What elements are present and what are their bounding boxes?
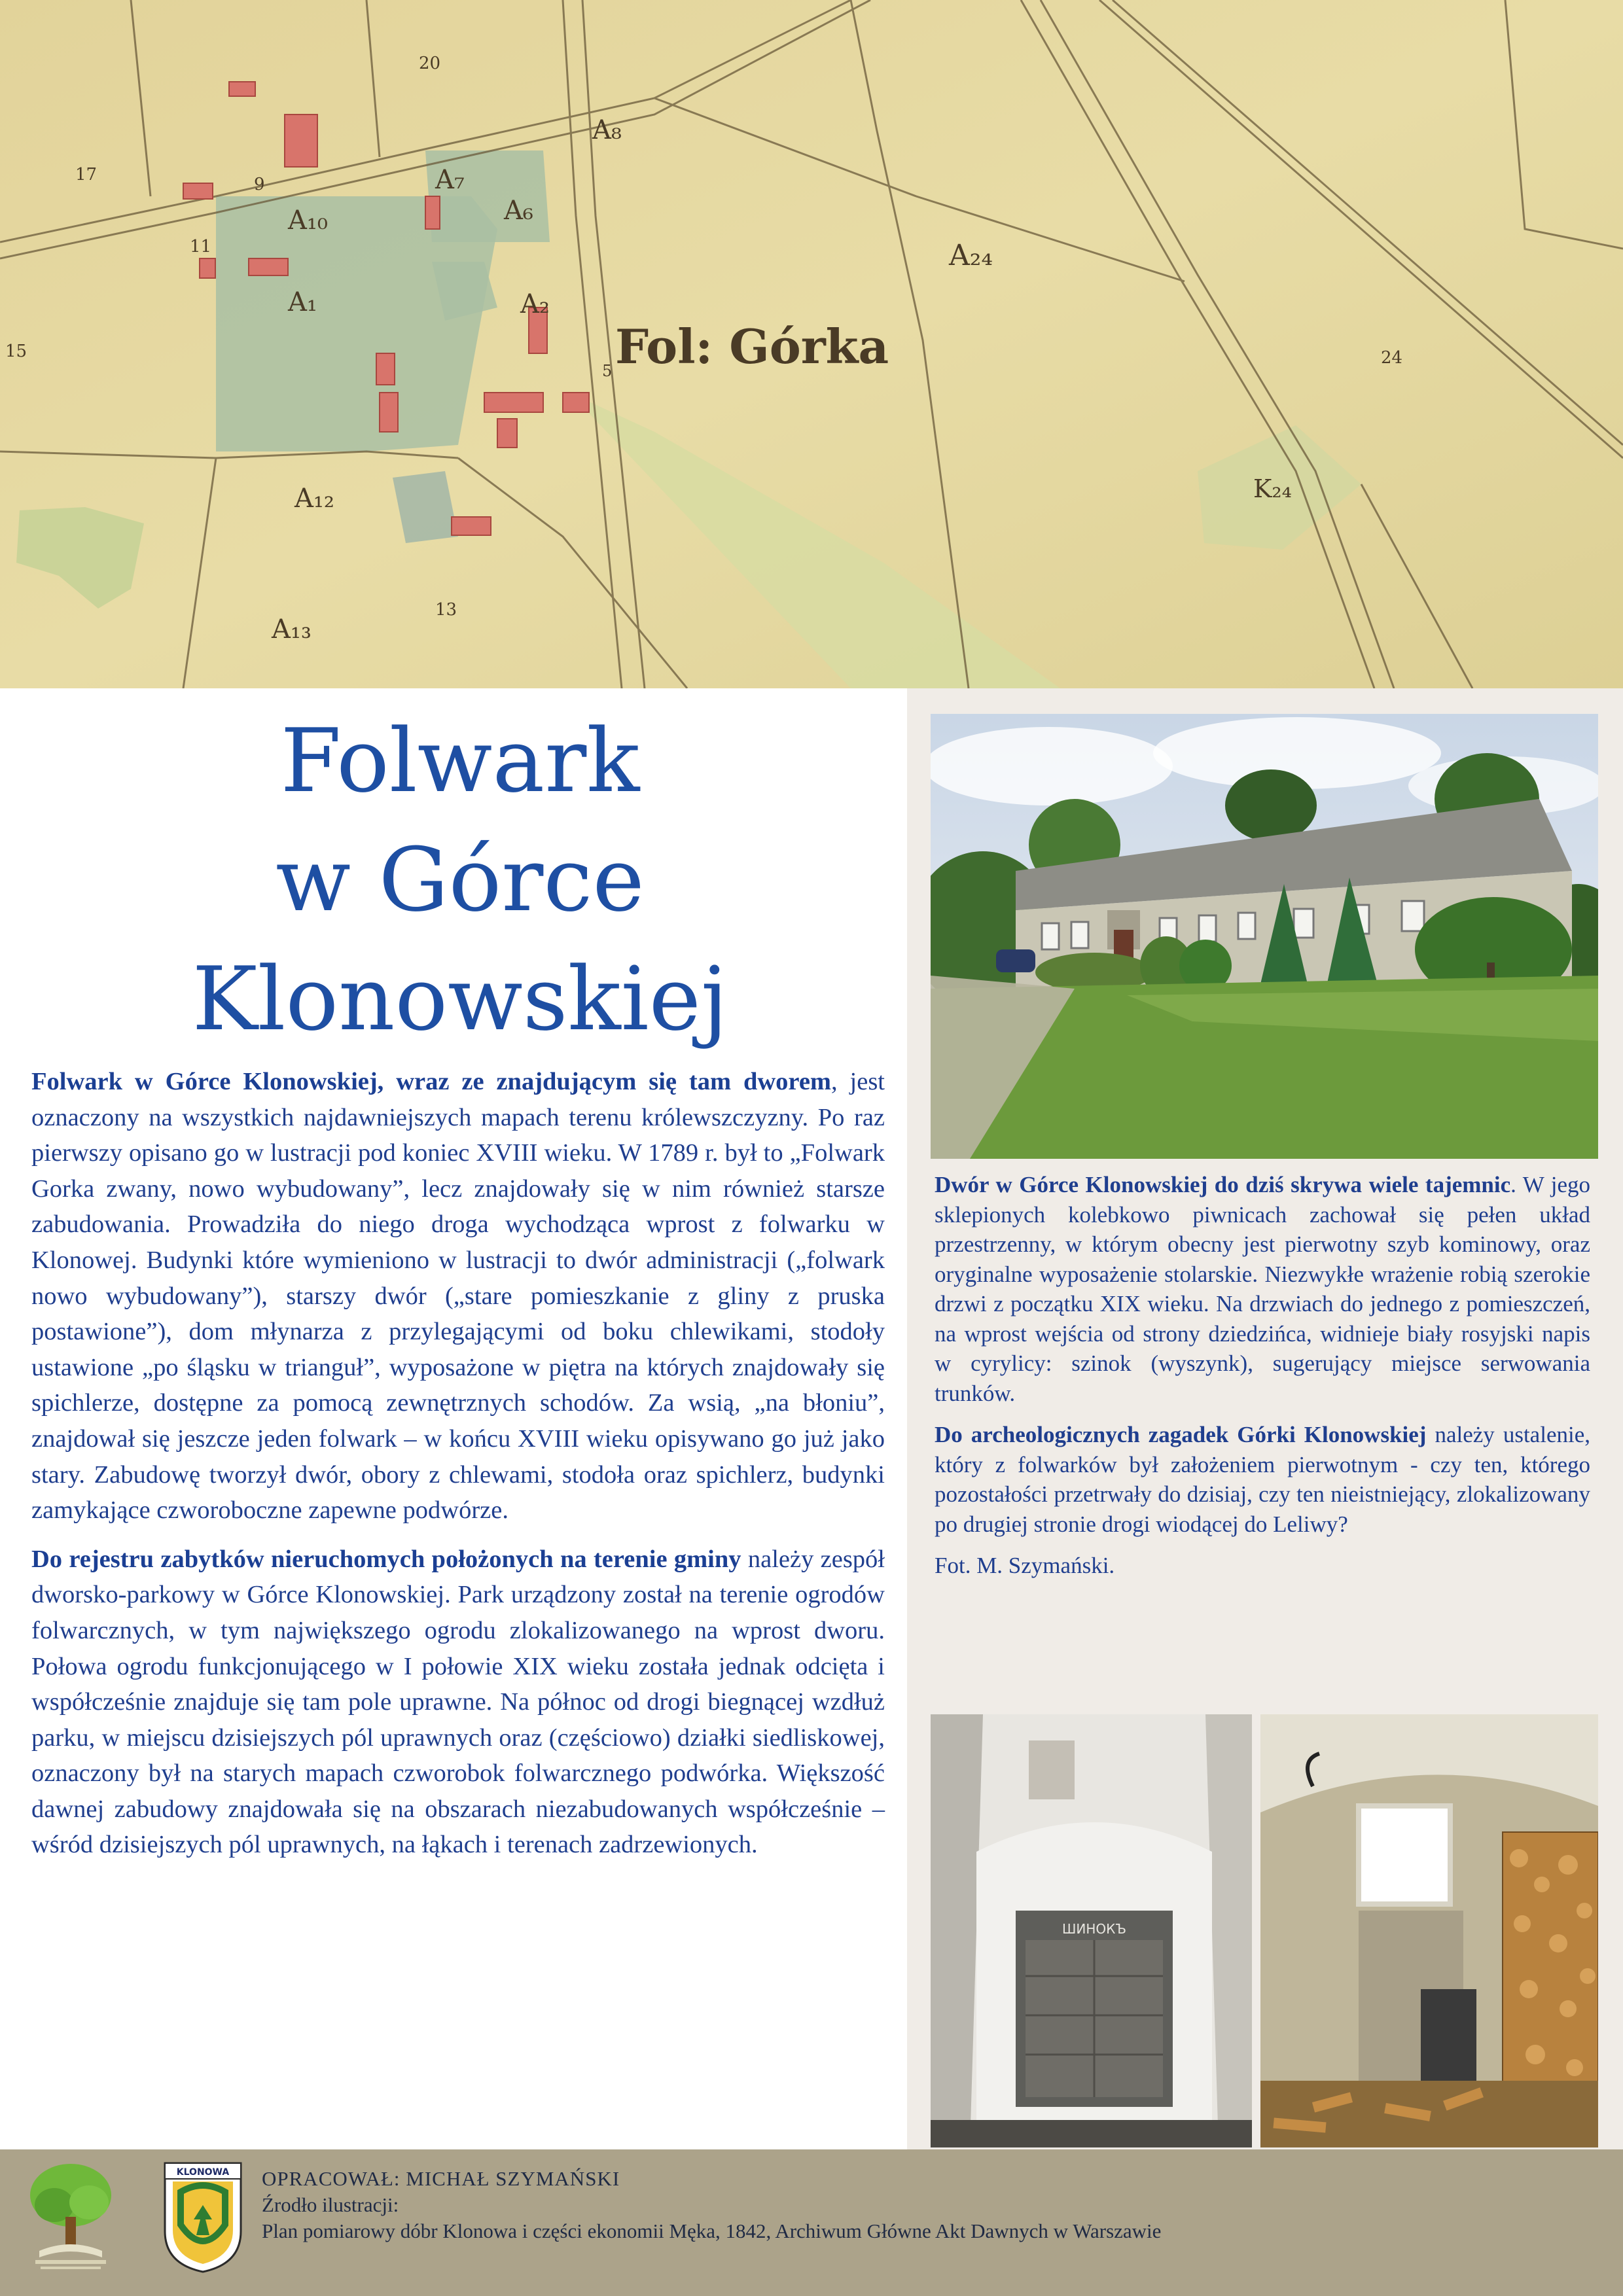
svg-text:A₁₃: A₁₃ [272,614,312,645]
svg-text:24: 24 [1381,348,1403,368]
svg-text:A₂: A₂ [520,289,550,319]
svg-text:9: 9 [254,175,265,194]
footer-source-label: Źrodło ilustracji: [262,2193,399,2216]
history-lead: Folwark w Górce Klonowskiej, wraz ze znajdującym się tam dworem [31,1068,831,1095]
photo-credit: Fot. M. Szymański. [935,1553,1115,1578]
coat-label: KLONOWA [176,2167,230,2178]
footer-source: Plan pomiarowy dóbr Klonowa i części ekonomii Męka, 1842, Archiwum Główne Akt Dawnych w Warszawie [262,2219,1162,2242]
svg-text:A₇: A₇ [435,165,465,195]
svg-text:5: 5 [602,362,613,380]
manor-secrets-lead: Dwór w Górce Klonowskiej do dziś skrywa wiele tajemnic [935,1172,1511,1197]
manor-secrets-paragraph [935,1170,1590,1408]
footer-credits [262,2166,1161,2244]
door-inscription: ШИНОКЪ [1062,1921,1126,1937]
klonowa-coat-of-arms [161,2159,245,2274]
cellar-window-photo [1260,1714,1598,2147]
archaeology-lead: Do archeologicznych zagadek Górki Klonowskiej [935,1422,1427,1447]
map-label-fol-gorka: Fol: Górka [615,319,889,374]
svg-text:A₁: A₁ [288,287,317,317]
archaeology-body: należy ustalenie, który z folwarków był założeniem pierwotnym - czy ten, którego pozostałości przetrwały do dzisiaj, czy ten nieistniejący, zlokalizowany po drugiej stronie drogi wiodącej do Leliwy? [935,1422,1590,1537]
title-line-3: Klonowskiej [192,948,728,1050]
history-paragraph [31,1064,885,1528]
right-text-column [935,1170,1590,1581]
archaeology-paragraph [935,1420,1590,1539]
register-body: należy zespół dworsko-parkowy w Górce Klonowskiej. Park urządzony został na terenie ogrodów folwarcznych, w tym największego ogrodu zlokalizowanego na wprost dworu. Połowa ogrodu funkcjonującego w I połowie XIX wieku została jednak odcięta i współcześnie znajduje się tam pole uprawne. Na północ od drogi biegnącej wzdłuż parku, w miejscu dzisiejszych pól uprawnych oraz (częściowo) działki siedliskowej, oznaczony był na starych mapach czworobok folwarcznego podwórka. Większość dawnej zabudowy znajdowała się na obszarach niezabudowanych współcześnie – wśród dzisiejszych pól uprawnych, na łąkach i terenach zadrzewionych. [31,1545,885,1859]
footer-author: OPRACOWAŁ: MICHAŁ SZYMAŃSKI [262,2167,620,2190]
svg-text:15: 15 [5,342,27,361]
title-line-2: w Górce [276,829,645,931]
left-text-column [31,1064,885,1876]
svg-text:17: 17 [75,165,98,185]
svg-text:A₂₄: A₂₄ [949,239,993,272]
title-line-1: Folwark [280,710,640,812]
svg-text:20: 20 [419,54,441,73]
register-lead: Do rejestru zabytków nieruchomych położonych na terenie gminy [31,1545,741,1573]
manor-house-photo [931,714,1598,1159]
svg-text:A₁₀: A₁₀ [288,205,328,236]
page-title [31,701,889,1059]
svg-text:K₂₄: K₂₄ [1253,474,1292,503]
svg-text:11: 11 [190,237,212,256]
history-body: , jest oznaczony na wszystkich najdawniejszych mapach terenu królewszczyzny. Po raz pierwszy opisano go w lustracji pod koniec XVIII wieku. W 1789 r. był to „Folwark Gorka zwany, nowo wybudowany”, lecz znajdowały się w nim również starsze zabudowania. Prowadziła do niego droga wychodząca wprost z folwarku w Klonowej. Budynki które wymieniono w lustracji to dwór administracji („folwark nowo wybudowany”), starszy dwór („stare pomieszkanie z gliny z pruska postawione”), dom młynarza z przylegającymi od boku chlewikami, stodoły ustawione „po śląsku w trianguł”, wyposażone w piętra na których znajdowały się spichlerze, dostępne za pomocą zewnętrznych schodów. Za wsią, „na błoniu”, znajdował się jeszcze jeden folwark – w końcu XVIII wieku opisywano go już jako stary. Zabudowę tworzył dwór, obory z chlewami, stodoła oraz spichlerz, budynki zamykające czworoboczne zapewne podwórze. [31,1068,885,1525]
historic-map [0,0,1623,688]
library-tree-logo [25,2159,116,2276]
cellar-door-photo [931,1714,1252,2147]
manor-secrets-body: . W jego sklepionych kolebkowo piwnicach zachował się pełen układ przestrzenny, w którym obecny jest pierwotny szyb kominowy, oraz oryginalne wyposażenie stolarskie. Niezwykłe wrażenie robią szerokie drzwi z początku XIX wieku. Na drzwiach do jednego z pomieszczeń, na wprost wejścia od strony dziedzińca, widnieje biały rosyjski napis w cyrylicy: szinok (wyszynk), sugerujący miejsce serwowania trunków. [935,1172,1590,1406]
register-paragraph [31,1542,885,1863]
svg-text:A₈: A₈ [592,115,622,145]
svg-text:A₆: A₆ [504,196,533,226]
svg-text:13: 13 [435,600,457,620]
svg-text:A₁₂: A₁₂ [294,484,334,514]
